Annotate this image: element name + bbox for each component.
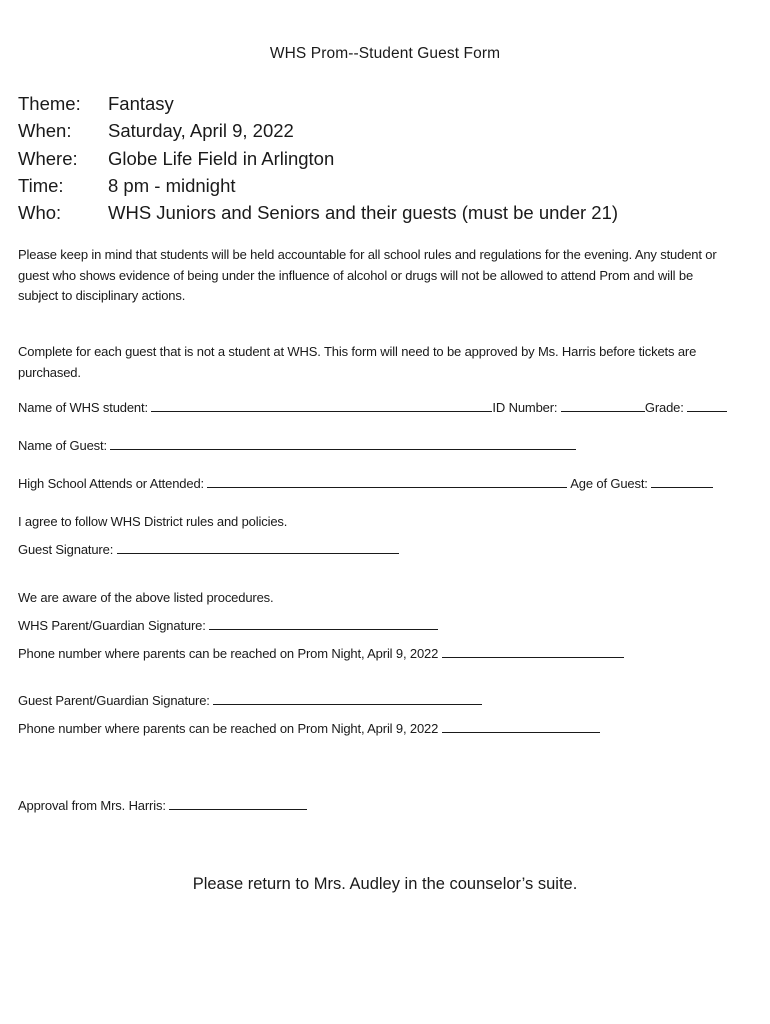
grade-field[interactable] — [687, 399, 727, 412]
info-row-where — [18, 145, 618, 172]
student-name-field[interactable] — [151, 399, 492, 412]
info-row-who — [18, 199, 618, 226]
agree-statement: I agree to follow WHS District rules and policies. — [18, 514, 288, 529]
high-school-row — [18, 475, 713, 493]
who-value: WHS Juniors and Seniors and their guests (must be under 21) — [108, 202, 619, 224]
student-row — [18, 399, 727, 417]
whs-parent-phone-label: Phone number where parents can be reached on Prom Night, April 9, 2022 — [18, 646, 439, 661]
when-label: When: — [18, 120, 72, 142]
time-value: 8 pm - midnight — [108, 174, 236, 196]
aware-statement: We are aware of the above listed procedures. — [18, 590, 274, 605]
theme-value: Fantasy — [108, 93, 174, 114]
whs-parent-signature-label: WHS Parent/Guardian Signature: — [18, 618, 206, 633]
guest-name-field[interactable] — [110, 437, 576, 450]
id-number-label: ID Number: — [492, 400, 558, 415]
instructions-paragraph: Complete for each guest that is not a student at WHS. This form will need to be approved by Ms. Harris before tickets are purchased. — [18, 344, 697, 380]
student-name-label: Name of WHS student: — [18, 400, 148, 415]
guest-name-label: Name of Guest: — [18, 438, 107, 453]
guest-age-label: Age of Guest: — [570, 476, 648, 491]
high-school-field[interactable] — [207, 475, 567, 488]
guest-name-row — [18, 437, 576, 455]
guest-signature-label: Guest Signature: — [18, 542, 114, 557]
id-number-field[interactable] — [561, 399, 645, 412]
guest-signature-row — [18, 541, 399, 559]
approval-field[interactable] — [169, 797, 307, 810]
guest-parent-signature-field[interactable] — [213, 692, 482, 705]
where-value: Globe Life Field in Arlington — [108, 147, 335, 169]
form-title: WHS Prom--Student Guest Form — [269, 45, 501, 62]
closing-note: Please return to Mrs. Audley in the counselor’s suite. — [192, 875, 578, 893]
whs-parent-phone-row — [18, 645, 624, 663]
when-value: Saturday, April 9, 2022 — [108, 120, 294, 142]
high-school-label: High School Attends or Attended: — [18, 476, 204, 491]
who-label: Who: — [18, 202, 62, 224]
approval-label: Approval from Mrs. Harris: — [18, 798, 166, 813]
event-info — [18, 90, 618, 226]
guest-signature-field[interactable] — [117, 541, 399, 554]
time-label: Time: — [18, 174, 64, 196]
guest-parent-phone-label: Phone number where parents can be reached on Prom Night, April 9, 2022 — [18, 721, 439, 736]
guest-parent-signature-row — [18, 692, 482, 710]
theme-label: Theme: — [18, 93, 81, 114]
info-row-theme — [18, 90, 618, 117]
guest-age-field[interactable] — [651, 475, 713, 488]
grade-label: Grade: — [644, 400, 684, 415]
guest-parent-signature-label: Guest Parent/Guardian Signature: — [18, 693, 210, 708]
rules-paragraph: Please keep in mind that students will be held accountable for all school rules and regulations for the evening. Any student or guest who shows evidence of being under the influence of alcohol or drugs will not be allowed to attend Prom and will be subject to disciplinary actions. — [18, 247, 717, 303]
whs-parent-signature-row — [18, 617, 438, 635]
where-label: Where: — [18, 147, 78, 169]
guest-parent-phone-field[interactable] — [442, 720, 600, 733]
whs-parent-signature-field[interactable] — [209, 617, 438, 630]
guest-parent-phone-row — [18, 720, 600, 738]
info-row-time — [18, 172, 618, 199]
approval-row — [18, 797, 307, 815]
whs-parent-phone-field[interactable] — [442, 645, 624, 658]
info-row-when — [18, 117, 618, 144]
